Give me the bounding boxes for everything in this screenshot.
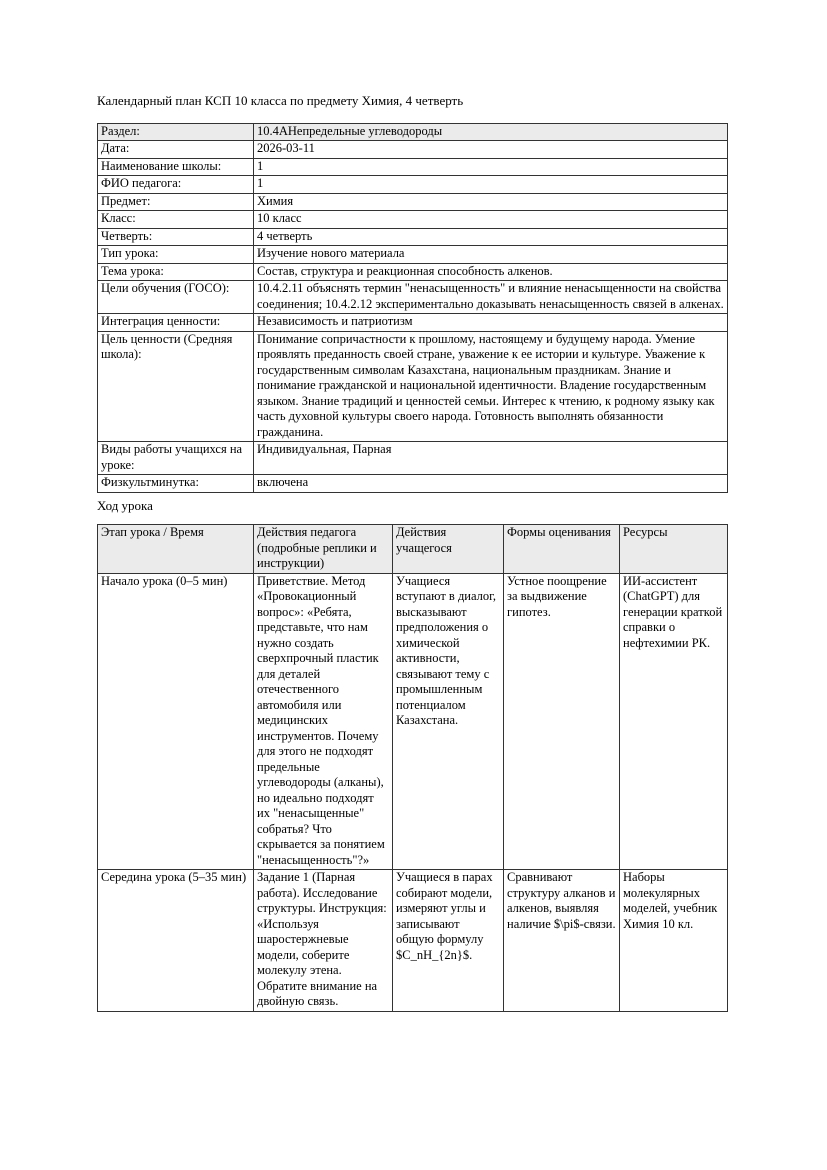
stage-cell: Середина урока (5–35 мин)	[98, 870, 254, 1012]
info-value: 10.4.2.11 объяснять термин "ненасыщенность" и влияние ненасыщенности на свойства соединения; 10.4.2.12 экспериментально доказывать ненасыщенность связей в алкенах.	[254, 281, 728, 314]
info-label: Четверть:	[98, 228, 254, 246]
table-row	[98, 123, 728, 141]
info-value: Понимание сопричастности к прошлому, настоящему и будущему народа. Умение проявлять преданность своей стране, уважение к ее истории и культуре. Уважение к государственным символам Казахстана, национальным праздникам. Знание и понимание гражданской и национальной идентичности. Владение государственным языком. Знание традиций и ценностей семьи. Интерес к чтению, к родному языку как часть духовной культуры своего народа. Готовность выполнять обязанности гражданина.	[254, 331, 728, 442]
info-value: Химия	[254, 193, 728, 211]
lesson-flow-table	[97, 524, 728, 1012]
info-value: Состав, структура и реакционная способность алкенов.	[254, 263, 728, 281]
table-row	[98, 573, 728, 870]
table-row	[98, 193, 728, 211]
resources-cell: ИИ-ассистент (ChatGPT) для генерации краткой справки о нефтехимии РК.	[620, 573, 728, 870]
table-row	[98, 158, 728, 176]
teacher-actions-cell: Приветствие. Метод «Провокационный вопрос»: «Ребята, представьте, что нам нужно создать сверхпрочный пластик для деталей отечественного автомобиля или медицинских инструментов. Почему для этого не подходят предельные углеводороды (алканы), но идеально подходят их "ненасыщенные" собратья? Что скрывается за понятием "ненасыщенность"?»	[254, 573, 393, 870]
table-row	[98, 246, 728, 264]
table-row	[98, 141, 728, 159]
info-value: Независимость и патриотизм	[254, 314, 728, 332]
assessment-cell: Устное поощрение за выдвижение гипотез.	[504, 573, 620, 870]
lesson-info-table	[97, 123, 728, 493]
info-label: Наименование школы:	[98, 158, 254, 176]
table-row	[98, 870, 728, 1012]
table-row	[98, 228, 728, 246]
info-label: ФИО педагога:	[98, 176, 254, 194]
assessment-cell: Сравнивают структуру алканов и алкенов, выявляя наличие $\pi$-связи.	[504, 870, 620, 1012]
table-row	[98, 475, 728, 493]
table-row	[98, 263, 728, 281]
table-row	[98, 281, 728, 314]
info-value: 1	[254, 176, 728, 194]
column-header-assessment: Формы оценивания	[504, 525, 620, 574]
section-heading: Ход урока	[97, 497, 153, 513]
info-label: Раздел:	[98, 123, 254, 141]
info-value: 10.4АНепредельные углеводороды	[254, 123, 728, 141]
resources-cell: Наборы молекулярных моделей, учебник Химия 10 кл.	[620, 870, 728, 1012]
table-row	[98, 176, 728, 194]
info-label: Цель ценности (Средняя школа):	[98, 331, 254, 442]
column-header-resources: Ресурсы	[620, 525, 728, 574]
info-label: Физкультминутка:	[98, 475, 254, 493]
info-label: Виды работы учащихся на уроке:	[98, 442, 254, 475]
teacher-actions-cell: Задание 1 (Парная работа). Исследование структуры. Инструкция: «Используя шаростержневые модели, соберите молекулу этена. Обратите внимание на двойную связь.	[254, 870, 393, 1012]
info-value: Индивидуальная, Парная	[254, 442, 728, 475]
table-row	[98, 331, 728, 442]
table-header-row	[98, 525, 728, 574]
student-actions-cell: Учащиеся вступают в диалог, высказывают предположения о химической активности, связывают тему с промышленным потенциалом Казахстана.	[393, 573, 504, 870]
info-label: Предмет:	[98, 193, 254, 211]
info-label: Тип урока:	[98, 246, 254, 264]
info-value: 2026-03-11	[254, 141, 728, 159]
table-row	[98, 442, 728, 475]
info-value: Изучение нового материала	[254, 246, 728, 264]
table-row	[98, 314, 728, 332]
table-row	[98, 211, 728, 229]
column-header-teacher-actions: Действия педагога (подробные реплики и инструкции)	[254, 525, 393, 574]
info-label: Интеграция ценности:	[98, 314, 254, 332]
info-value: включена	[254, 475, 728, 493]
info-label: Цели обучения (ГОСО):	[98, 281, 254, 314]
student-actions-cell: Учащиеся в парах собирают модели, измеряют углы и записывают общую формулу $C_nH_{2n}$.	[393, 870, 504, 1012]
info-label: Дата:	[98, 141, 254, 159]
column-header-stage: Этап урока / Время	[98, 525, 254, 574]
info-label: Класс:	[98, 211, 254, 229]
info-value: 4 четверть	[254, 228, 728, 246]
info-label: Тема урока:	[98, 263, 254, 281]
document-title: Календарный план КСП 10 класса по предмету Химия, 4 четверть	[97, 93, 464, 108]
info-value: 10 класс	[254, 211, 728, 229]
stage-cell: Начало урока (0–5 мин)	[98, 573, 254, 870]
column-header-student-actions: Действия учащегося	[393, 525, 504, 574]
info-value: 1	[254, 158, 728, 176]
